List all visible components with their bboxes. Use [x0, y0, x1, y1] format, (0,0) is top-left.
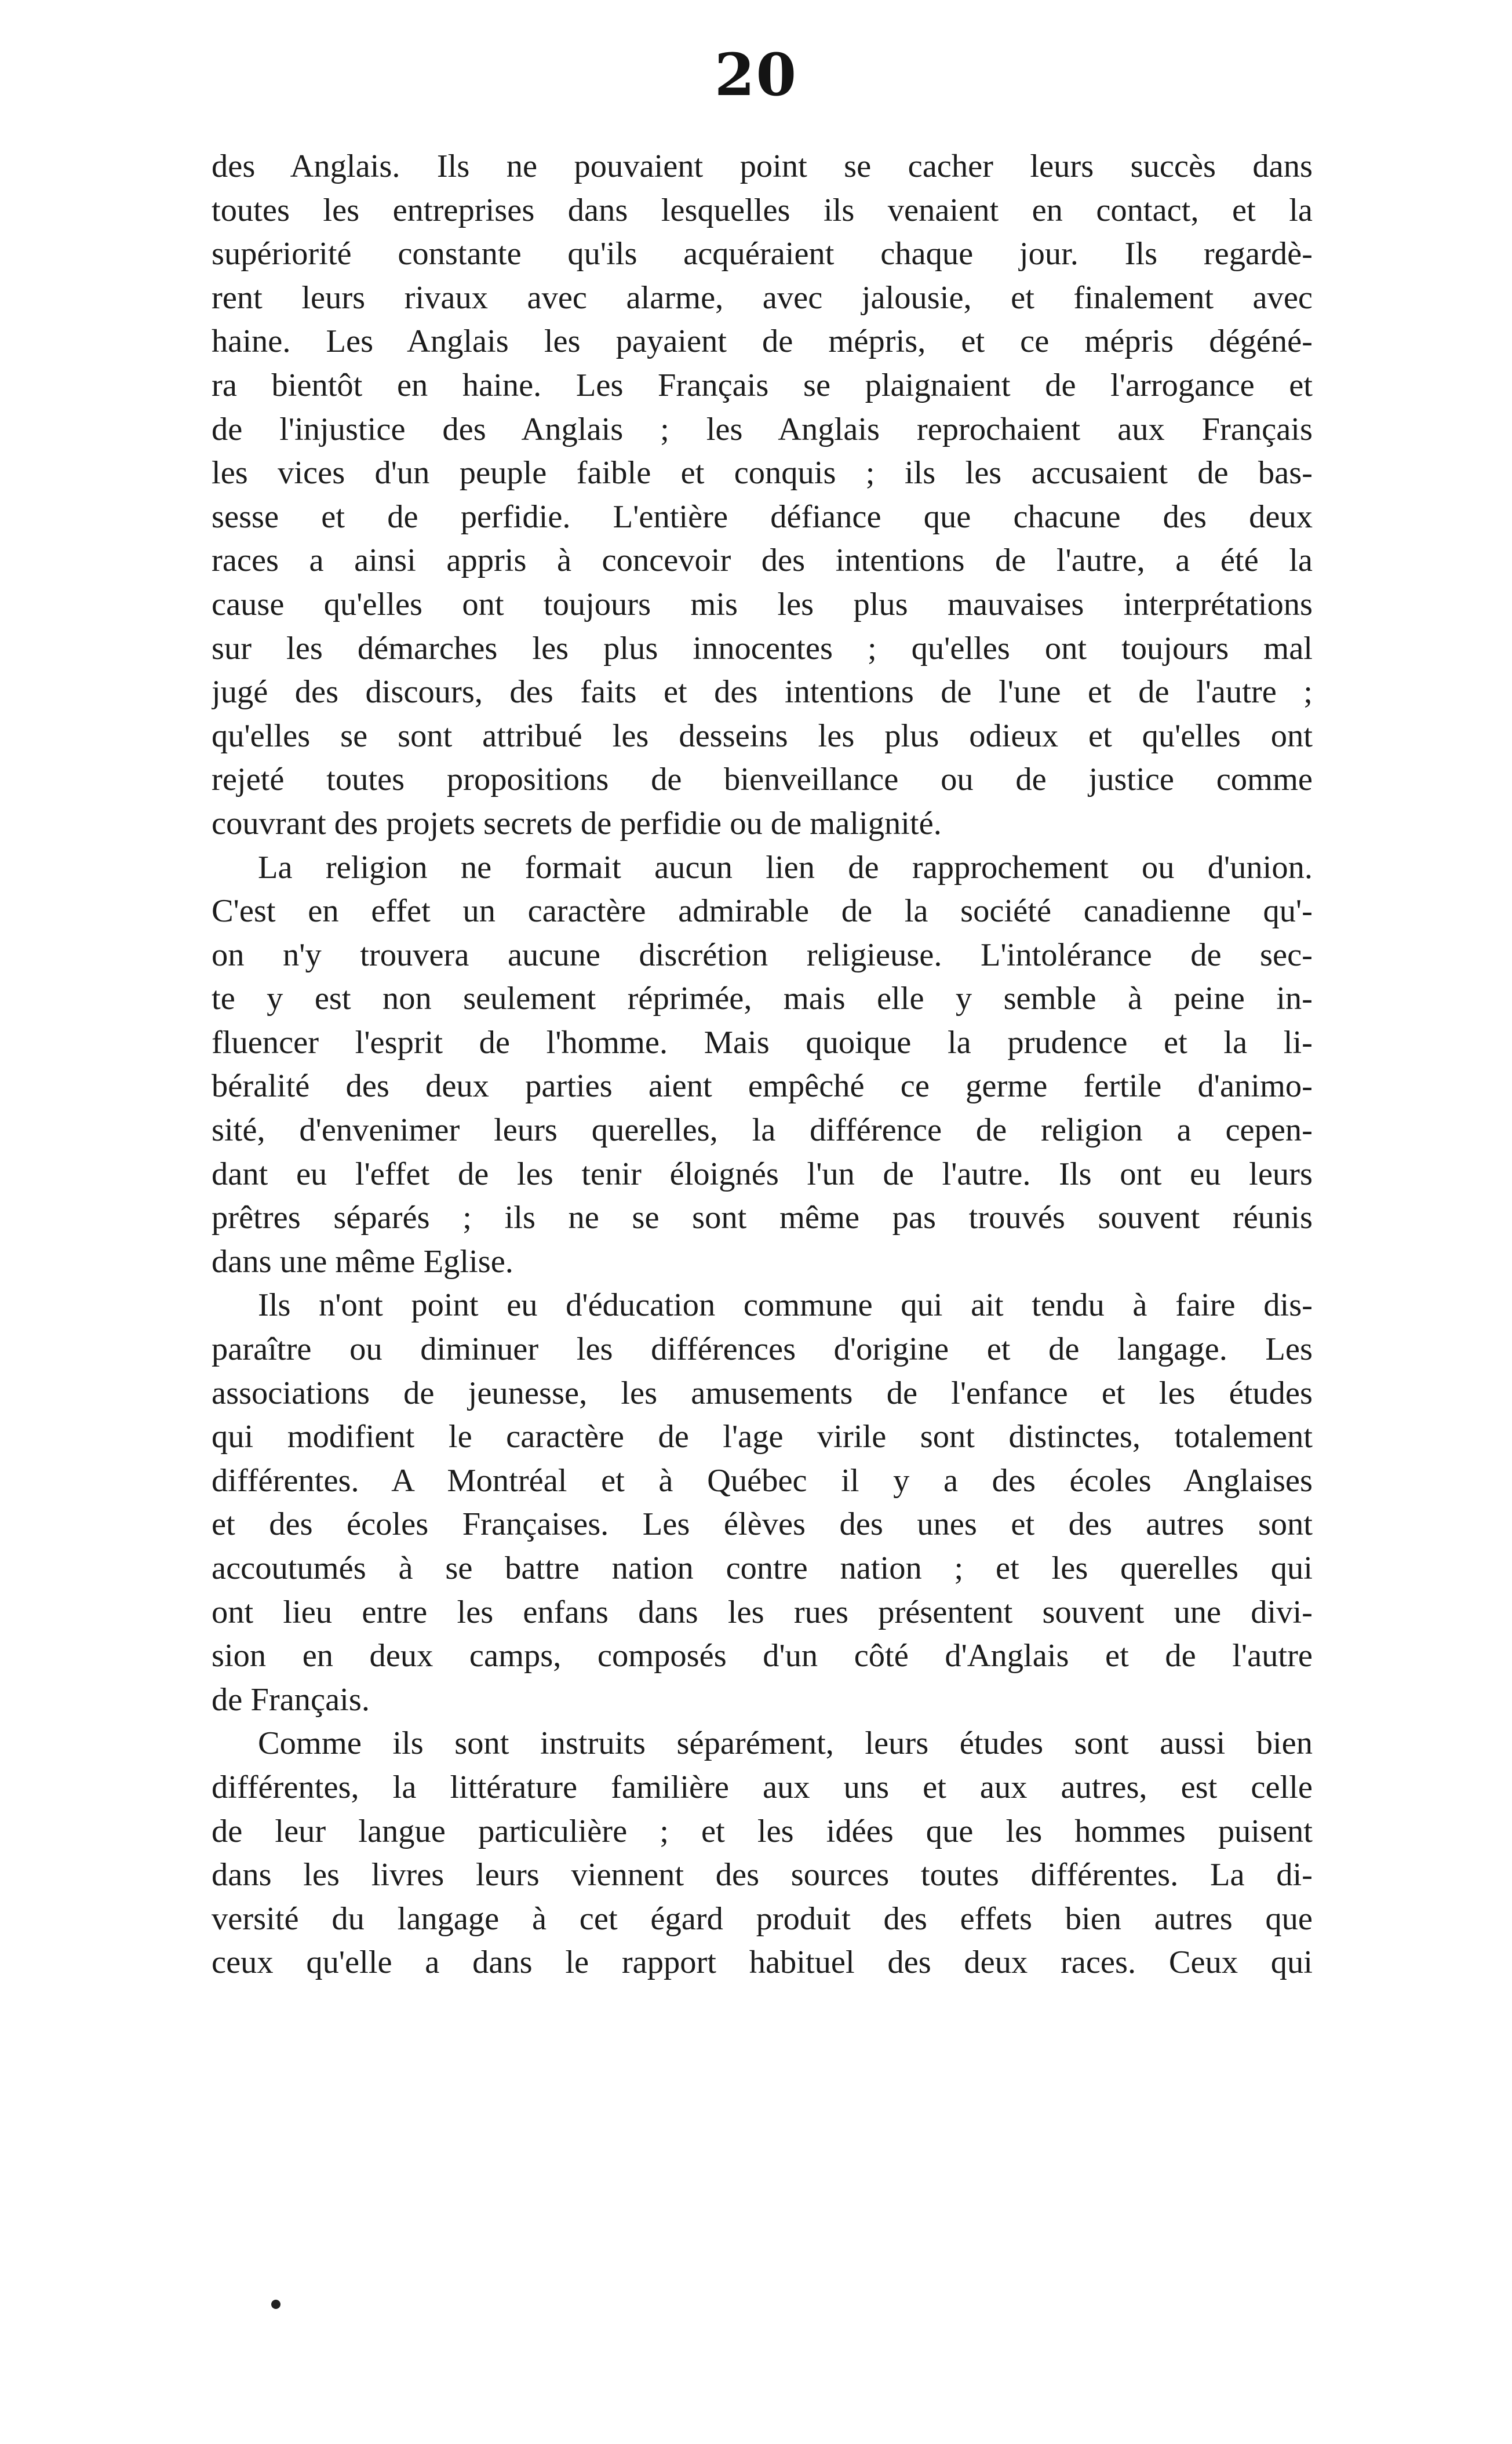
text-line: de Français. — [212, 1681, 370, 1718]
text-line: différentes. A Montréal et à Québec il y a des écoles Anglaises — [212, 1462, 1313, 1499]
text-line: C'est en effet un caractère admirable de la société canadienne qu'- — [212, 893, 1313, 930]
text-line: supériorité constante qu'ils acquéraient chaque jour. Ils regardè- — [212, 236, 1313, 272]
text-line: sur les démarches les plus innocentes ; qu'elles ont toujours mal — [212, 630, 1313, 666]
text-line: associations de jeunesse, les amusements de l'enfance et les études — [212, 1375, 1313, 1411]
text-line: ceux qu'elle a dans le rapport habituel des deux races. Ceux qui — [212, 1944, 1313, 1981]
text-line: différentes, la littérature familière aux uns et aux autres, est celle — [212, 1769, 1313, 1805]
text-line: dant eu l'effet de les tenir éloignés l'un de l'autre. Ils ont eu leurs — [212, 1156, 1313, 1192]
text-line: te y est non seulement réprimée, mais elle y semble à peine in- — [212, 981, 1313, 1017]
text-line: Ils n'ont point eu d'éducation commune qui ait tendu à faire dis- — [258, 1287, 1313, 1324]
text-line: béralité des deux parties aient empêché ce germe fertile d'animo- — [212, 1068, 1313, 1105]
text-line: les vices d'un peuple faible et conquis ; ils les accusaient de bas- — [212, 455, 1313, 491]
text-line: sesse et de perfidie. L'entière défiance que chacune des deux — [212, 498, 1313, 535]
text-line: des Anglais. Ils ne pouvaient point se cacher leurs succès dans — [212, 148, 1313, 184]
text-line: sité, d'envenimer leurs querelles, la différence de religion a cepen- — [212, 1112, 1313, 1149]
text-line: toutes les entreprises dans lesquelles ils venaient en contact, et la — [212, 192, 1313, 228]
text-line: qui modifient le caractère de l'age virile sont distinctes, totalement — [212, 1419, 1313, 1455]
text-line: qu'elles se sont attribué les desseins les plus odieux et qu'elles ont — [212, 717, 1313, 754]
text-line: cause qu'elles ont toujours mis les plus mauvaises interprétations — [212, 586, 1313, 622]
text-line: dans les livres leurs viennent des sources toutes différentes. La di- — [212, 1857, 1313, 1893]
text-line: fluencer l'esprit de l'homme. Mais quoique la prudence et la li- — [212, 1024, 1313, 1061]
text-line: haine. Les Anglais les payaient de mépris, et ce mépris dégéné- — [212, 323, 1313, 360]
page-number: 20 — [714, 41, 798, 109]
text-line: La religion ne formait aucun lien de rapprochement ou d'union. — [258, 849, 1313, 886]
body-text — [212, 145, 1313, 1985]
text-line: ra bientôt en haine. Les Français se plaignaient de l'arrogance et — [212, 367, 1313, 403]
text-line: de leur langue particulière ; et les idées que les hommes puisent — [212, 1813, 1313, 1849]
ink-dot — [271, 2300, 280, 2309]
text-line: on n'y trouvera aucune discrétion religieuse. L'intolérance de sec- — [212, 937, 1313, 973]
text-line: jugé des discours, des faits et des intentions de l'une et de l'autre ; — [212, 674, 1313, 711]
text-line: de l'injustice des Anglais ; les Anglais reprochaient aux Français — [212, 411, 1313, 447]
text-line: sion en deux camps, composés d'un côté d'Anglais et de l'autre — [212, 1638, 1313, 1674]
text-line: dans une même Eglise. — [212, 1243, 513, 1280]
text-line: prêtres séparés ; ils ne se sont même pas trouvés souvent réunis — [212, 1200, 1313, 1236]
text-line: Comme ils sont instruits séparément, leurs études sont aussi bien — [258, 1725, 1313, 1762]
text-line: ont lieu entre les enfans dans les rues présentent souvent une divi- — [212, 1594, 1313, 1630]
text-line: versité du langage à cet égard produit des effets bien autres que — [212, 1900, 1313, 1937]
text-line: couvrant des projets secrets de perfidie ou de malignité. — [212, 805, 942, 842]
text-line: rent leurs rivaux avec alarme, avec jalousie, et finalement avec — [212, 279, 1313, 316]
text-line: et des écoles Françaises. Les élèves des unes et des autres sont — [212, 1506, 1313, 1543]
text-line: paraître ou diminuer les différences d'origine et de langage. Les — [212, 1331, 1313, 1368]
text-line: rejeté toutes propositions de bienveillance ou de justice comme — [212, 762, 1313, 798]
text-line: accoutumés à se battre nation contre nation ; et les querelles qui — [212, 1550, 1313, 1586]
text-line: races a ainsi appris à concevoir des intentions de l'autre, a été la — [212, 542, 1313, 579]
